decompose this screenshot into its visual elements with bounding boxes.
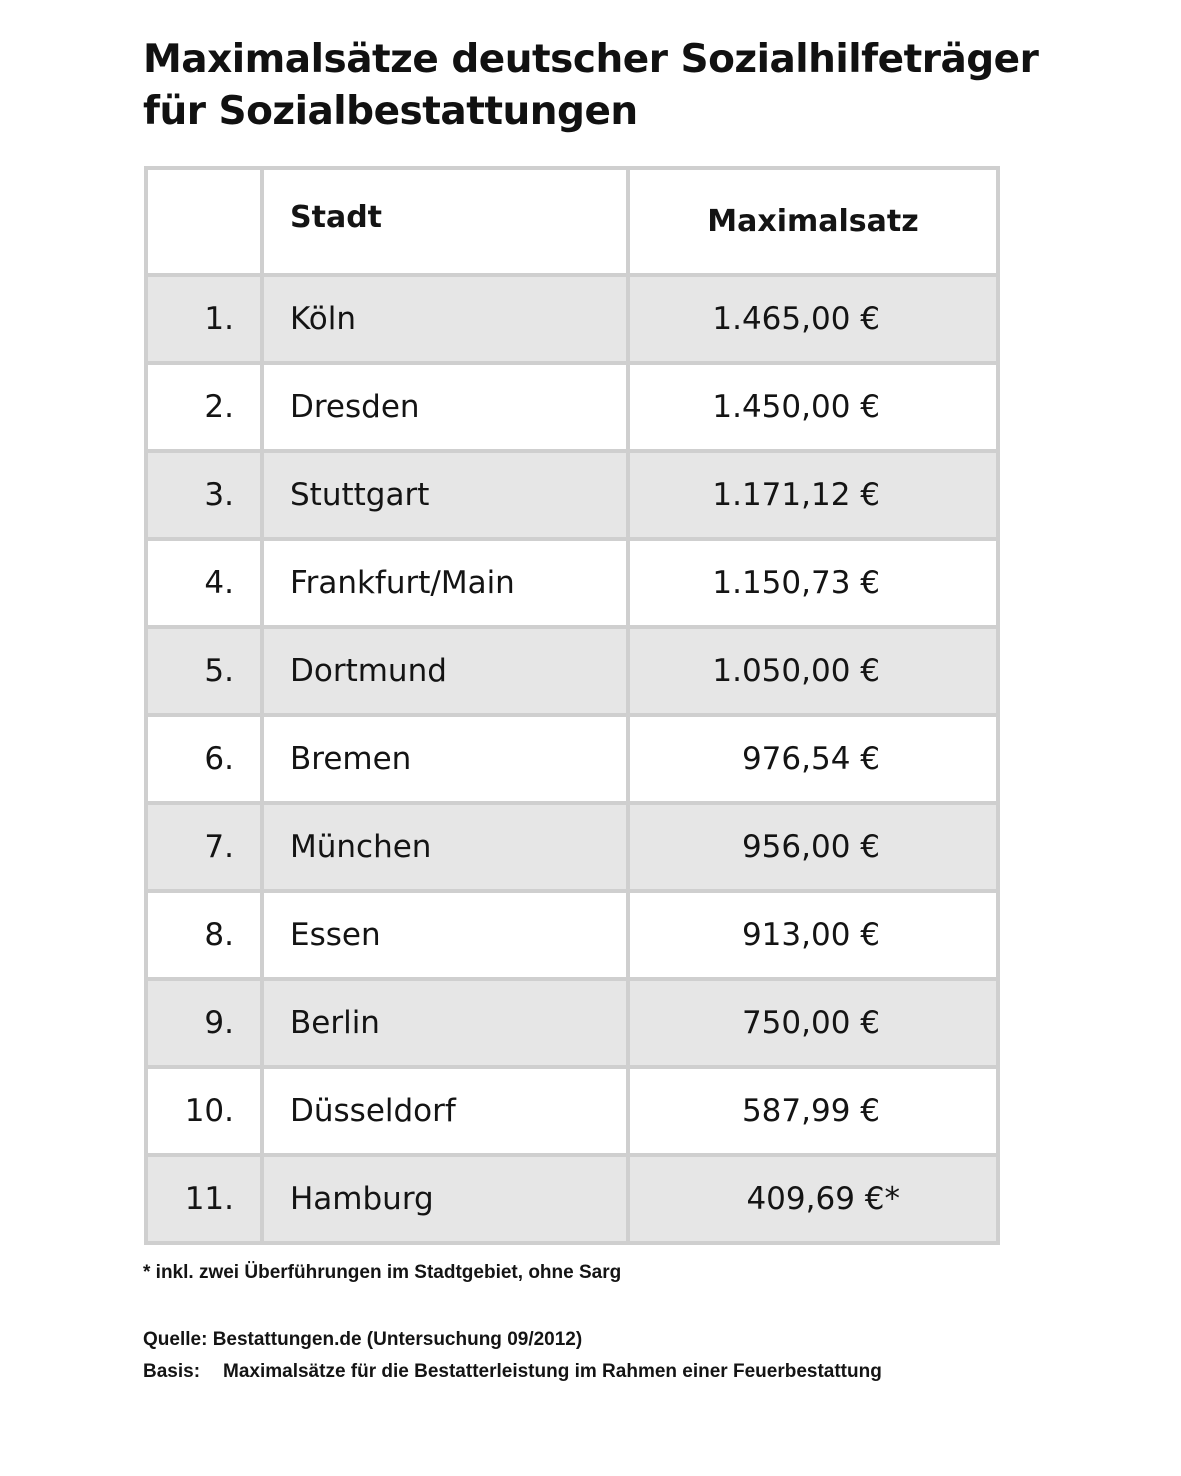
quelle-text: Bestattungen.de (Untersuchung 09/2012) xyxy=(212,1329,583,1350)
table-row xyxy=(146,891,998,979)
row-amount-cell xyxy=(628,275,998,363)
row-rank: 8. xyxy=(146,891,262,979)
row-rank: 5. xyxy=(146,627,262,715)
header-rank xyxy=(146,168,262,275)
rates-table xyxy=(144,166,1000,1245)
row-city: Dortmund xyxy=(262,627,628,715)
row-city: Hamburg xyxy=(262,1155,628,1243)
row-city: Dresden xyxy=(262,363,628,451)
row-amount: 1.465,00 € xyxy=(712,301,880,337)
row-amount: 587,99 € xyxy=(741,1093,880,1129)
row-amount: 1.150,73 € xyxy=(712,565,880,601)
row-city: Berlin xyxy=(262,979,628,1067)
header-amount: Maximalsatz xyxy=(628,168,998,275)
title-line-2: für Sozialbestattungen xyxy=(143,89,638,134)
row-amount-cell xyxy=(628,803,998,891)
row-city: Essen xyxy=(262,891,628,979)
table-row xyxy=(146,803,998,891)
row-amount-cell xyxy=(628,1067,998,1155)
title-line-1: Maximalsätze deutscher Sozialhilfeträger xyxy=(143,37,1039,82)
row-rank: 2. xyxy=(146,363,262,451)
row-amount-cell xyxy=(628,1155,998,1243)
table-row xyxy=(146,1067,998,1155)
row-amount-cell xyxy=(628,715,998,803)
source-basis-line xyxy=(143,1356,882,1388)
row-rank: 1. xyxy=(146,275,262,363)
row-amount: 1.450,00 € xyxy=(712,389,880,425)
basis-label: Basis: xyxy=(143,1361,201,1382)
footnote-marker: * xyxy=(884,1181,900,1217)
row-rank: 10. xyxy=(146,1067,262,1155)
row-city: Frankfurt/Main xyxy=(262,539,628,627)
row-amount: 913,00 € xyxy=(741,917,880,953)
row-rank: 11. xyxy=(146,1155,262,1243)
row-amount: 1.171,12 € xyxy=(712,477,880,513)
row-amount: 956,00 € xyxy=(741,829,880,865)
row-city: Stuttgart xyxy=(262,451,628,539)
table-row xyxy=(146,715,998,803)
row-city: Düsseldorf xyxy=(262,1067,628,1155)
table-header-row xyxy=(146,168,998,275)
quelle-label: Quelle: xyxy=(143,1329,208,1350)
header-city: Stadt xyxy=(262,168,628,275)
row-city: Köln xyxy=(262,275,628,363)
row-amount: 976,54 € xyxy=(741,741,880,777)
table-row xyxy=(146,275,998,363)
row-rank: 9. xyxy=(146,979,262,1067)
row-amount-cell xyxy=(628,627,998,715)
source-block xyxy=(143,1324,882,1388)
table-row xyxy=(146,363,998,451)
footnote: * inkl. zwei Überführungen im Stadtgebiet, ohne Sarg xyxy=(143,1262,622,1283)
table-row xyxy=(146,627,998,715)
row-rank: 4. xyxy=(146,539,262,627)
page-title xyxy=(143,34,1043,138)
row-amount-cell xyxy=(628,539,998,627)
row-amount-cell xyxy=(628,451,998,539)
basis-text: Maximalsätze für die Bestatterleistung im Rahmen einer Feuerbestattung xyxy=(223,1361,882,1382)
row-rank: 6. xyxy=(146,715,262,803)
row-city: Bremen xyxy=(262,715,628,803)
table-row xyxy=(146,451,998,539)
table-body xyxy=(146,275,998,1243)
source-quelle-line xyxy=(143,1324,882,1356)
table-row xyxy=(146,979,998,1067)
row-amount-cell xyxy=(628,979,998,1067)
rates-table-container xyxy=(144,166,996,1245)
row-rank: 3. xyxy=(146,451,262,539)
table-row xyxy=(146,1155,998,1243)
row-rank: 7. xyxy=(146,803,262,891)
row-amount-cell xyxy=(628,891,998,979)
row-amount: 750,00 € xyxy=(741,1005,880,1041)
table-row xyxy=(146,539,998,627)
row-city: München xyxy=(262,803,628,891)
row-amount: 409,69 € xyxy=(746,1181,885,1217)
row-amount: 1.050,00 € xyxy=(712,653,880,689)
row-amount-cell xyxy=(628,363,998,451)
